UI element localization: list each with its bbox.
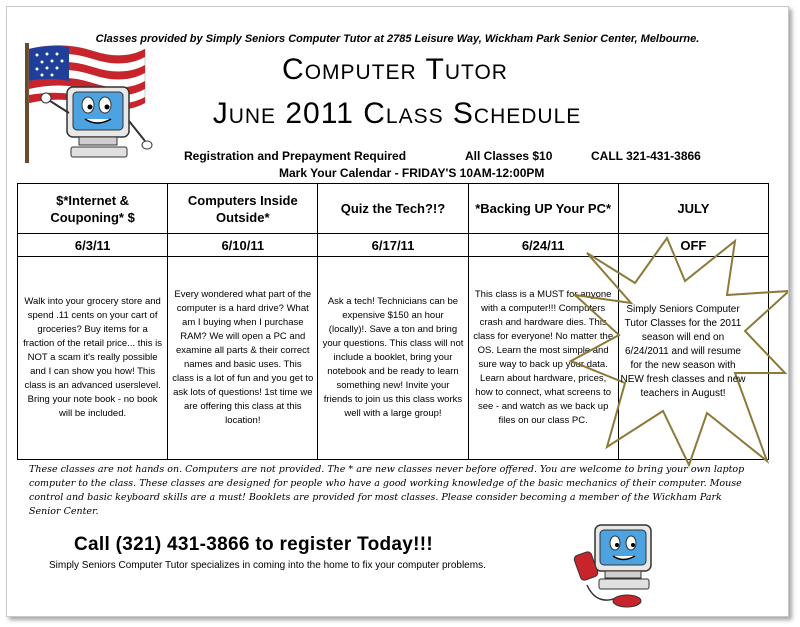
class-date: 6/24/11 bbox=[468, 234, 618, 257]
class-title-row bbox=[18, 184, 769, 234]
class-date: 6/10/11 bbox=[168, 234, 318, 257]
phone-text: CALL 321-431-3866 bbox=[591, 149, 701, 163]
phone-mascot-clipart bbox=[567, 515, 667, 615]
class-title: Computers Inside Outside* bbox=[168, 184, 318, 234]
flag-mascot-clipart bbox=[13, 37, 163, 167]
class-date: OFF bbox=[618, 234, 768, 257]
register-call-to-action: Call (321) 431-3866 to register Today!!! bbox=[74, 534, 434, 555]
calendar-text: Mark Your Calendar - FRIDAY'S 10AM-12:00PM bbox=[279, 166, 545, 180]
title-computer-tutor: Computer Tutor bbox=[282, 53, 508, 86]
class-date: 6/3/11 bbox=[18, 234, 168, 257]
class-title: JULY bbox=[618, 184, 768, 234]
price-text: All Classes $10 bbox=[465, 149, 553, 163]
class-title: Quiz the Tech?!? bbox=[318, 184, 468, 234]
class-description: Every wondered what part of the computer is a hard drive? What am I buying when I purchase RAM? We will open a PC and examine all parts & their correct names and basic uses. This class is a lot of fun and you get to ask lots of questions! 1st time we are offering this class at this location! bbox=[168, 257, 318, 460]
class-description: This class is a MUST for anyone with a computer!!! Computers crash and hardware dies. This class for everyone! No matter the OS. Learn the most simple and sure way to back up your data. Learn about hardware, prices, how to connect, what screens to see - and watch as we back up files on our class PC. bbox=[468, 257, 618, 460]
registration-text: Registration and Prepayment Required bbox=[184, 149, 407, 163]
class-description: Ask a tech! Technicians can be expensive $150 an hour (locally)!. Save a ton and bring your questions. This class will not include a booklet, bring your notebook and be ready to learn something new! Invite your friends to join us this class works well with a large group! bbox=[318, 257, 468, 460]
provider-line: Classes provided by Simply Seniors Computer Tutor at 2785 Leisure Way, Wickham Park Senior Center, Melbourne. bbox=[95, 33, 700, 45]
class-description: Walk into your grocery store and spend .11 cents on your cart of groceries? Buy items for a fraction of the retail price... this is NOT a scam it's really possible and I can show you how! This class is an advanced userslevel. Bring your note book - no book will be included. bbox=[18, 257, 168, 460]
title-june-schedule: June 2011 Class Schedule bbox=[212, 97, 582, 130]
disclaimer-text: These classes are not hands on. Computers are not provided. The * are new classes never before offered. You are welcome to bring your own laptop computer to the class. These classes are designed for people who have a good working knowledge of the basic mechanics of their computer. Mouse control and basic keyboard skills are a must! Booklets are provided for most classes. Please consider becoming a member of the Wickham Park Senior Center. bbox=[29, 464, 745, 517]
class-date: 6/17/11 bbox=[318, 234, 468, 257]
class-title: $*Internet & Couponing* $ bbox=[18, 184, 168, 234]
flyer-page bbox=[6, 6, 789, 617]
class-title: *Backing UP Your PC* bbox=[468, 184, 618, 234]
computer-mascot-phone-icon bbox=[573, 525, 651, 607]
july-season-note: Simply Seniors Computer Tutor Classes for the 2011 season will end on 6/24/2011 and will resume for the new season with NEW fresh classes and new teachers in August! bbox=[620, 304, 746, 399]
specialty-text: Simply Seniors Computer Tutor specializes in coming into the home to fix your computer problems. bbox=[49, 560, 486, 571]
